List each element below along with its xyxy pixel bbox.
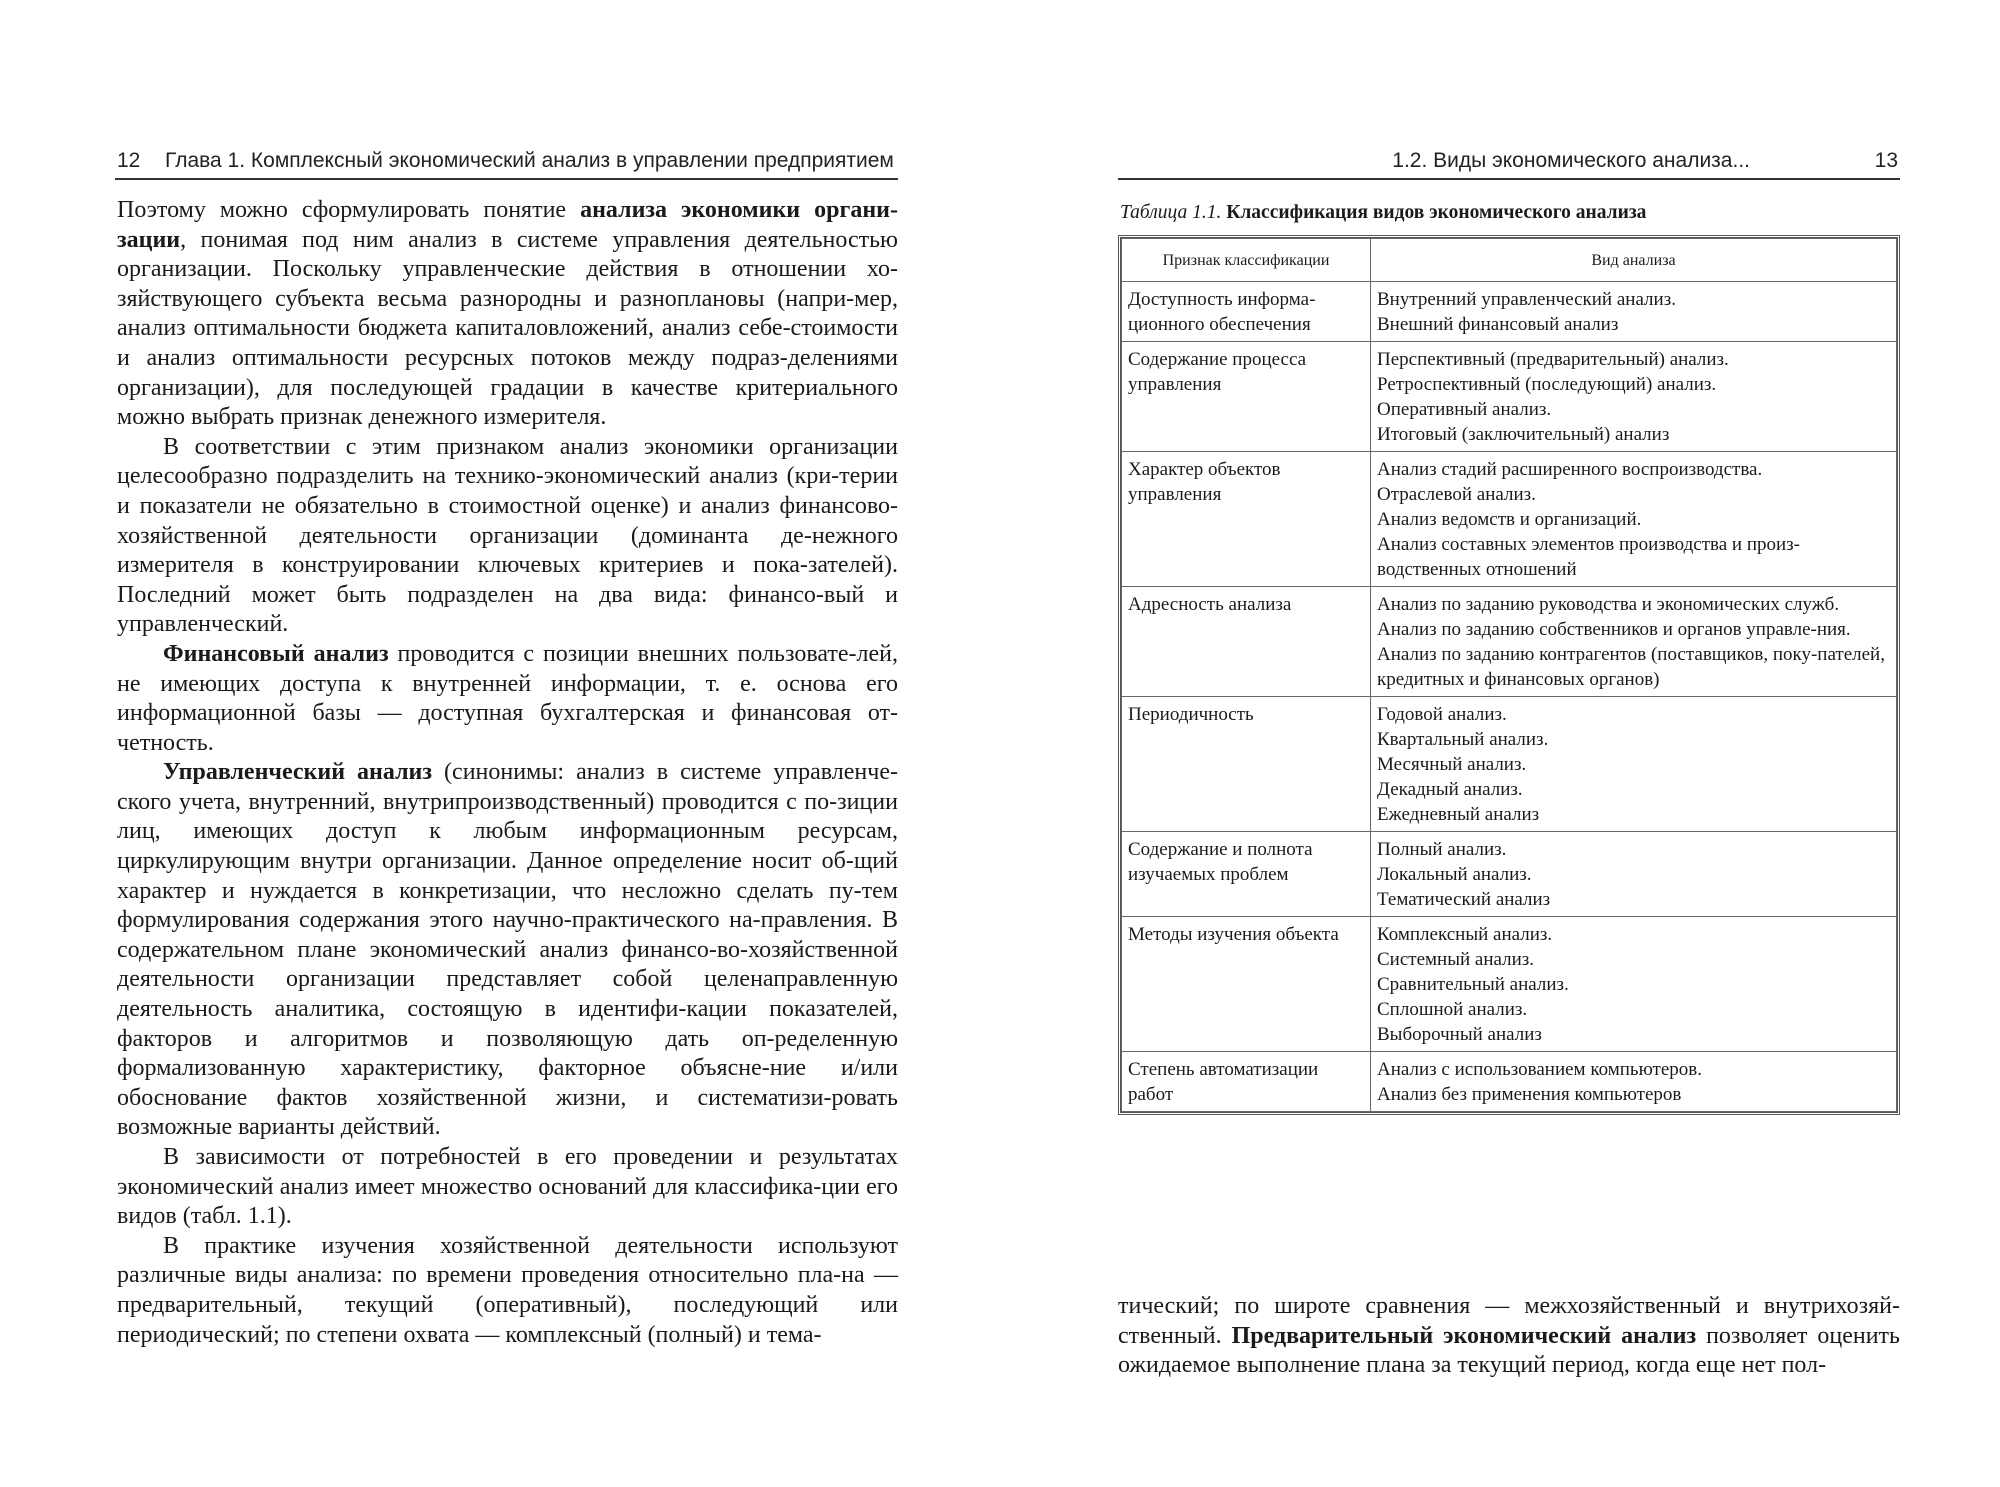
left-page-number: 12 <box>117 149 141 172</box>
analysis-type-item: Анализ по заданию контрагентов (поставщиков, поку-пателей, кредитных и финансовых органов) <box>1377 644 1885 690</box>
table-header-row <box>1122 239 1897 282</box>
table-cell-criterion: Адресность анализа <box>1122 587 1371 697</box>
table-cell-criterion: Степень автоматизации работ <box>1122 1052 1371 1112</box>
table-cell-types <box>1371 587 1897 697</box>
analysis-type-item: Итоговый (заключительный) анализ <box>1377 424 1670 445</box>
paragraph: В соответствии с этим признаком анализ экономики организации целесообразно подразделить на технико-экономический анализ (кри-терии и показатели не обязательно в стоимостной оценке) и анализ финансово-хозяйственной деятельности организации (доминанта де-нежного измерителя в конструировании ключевых критериев и пока-зателей). Последний может быть подразделен на два вида: финансо-вый и управленческий. <box>117 433 898 638</box>
analysis-type-item: Системный анализ. <box>1377 949 1534 970</box>
analysis-type-item: Оперативный анализ. <box>1377 399 1552 420</box>
table-row <box>1122 917 1897 1052</box>
table-cell-types <box>1371 917 1897 1052</box>
left-body-text <box>117 196 898 1350</box>
analysis-type-item: Внутренний управленческий анализ. <box>1377 289 1676 310</box>
table-body <box>1122 282 1897 1112</box>
analysis-type-item: Квартальный анализ. <box>1377 729 1549 750</box>
analysis-type-item: Ежедневный анализ <box>1377 804 1540 825</box>
paragraph: Управленческий анализ (синонимы: анализ в системе управленче-ского учета, внутренний, внутрипроизводственный) проводится с по-зиции лиц, имеющих доступ к любым информационным ресурсам, циркулирующим внутри организации. Данное определение носит об-щий характер и нуждается в конкретизации, что несложно сделать пу-тем формулирования содержания этого научно-практического на-правления. В содержательном плане экономический анализ финансо-во-хозяйственной деятельности организации представляет собой целенаправленную деятельность аналитика, состоящую в идентифи-кации показателей, факторов и алгоритмов и позволяющую дать оп-ределенную формализованную характеристику, факторное объясне-ние и/или обоснование фактов хозяйственной жизни, и систематизи-ровать возможные варианты действий. <box>117 759 898 1141</box>
left-running-title: Глава 1. Комплексный экономический анализ в управлении предприятием <box>165 149 894 172</box>
table-cell-criterion: Периодичность <box>1122 697 1371 832</box>
paragraph: В практике изучения хозяйственной деятельности используют различные виды анализа: по времени проведения относительно пла-на — предварительный, текущий (оперативный), последующий или периодический; по степени охвата — комплексный (полный) и тема- <box>117 1232 898 1348</box>
analysis-type-item: Сплошной анализ. <box>1377 999 1528 1020</box>
analysis-type-item: Тематический анализ <box>1377 889 1551 910</box>
table-row <box>1122 1052 1897 1112</box>
paragraph: Финансовый анализ проводится с позиции внешних пользовате-лей, не имеющих доступа к внутренней информации, т. е. основа его информационной базы — доступная бухгалтерская и финансовая от-четность. <box>117 640 898 756</box>
table-caption <box>1120 200 1900 226</box>
analysis-type-item: Комплексный анализ. <box>1377 924 1553 945</box>
table-cell-types <box>1371 452 1897 587</box>
analysis-type-item: Анализ стадий расширенного воспроизводства. <box>1377 459 1763 480</box>
analysis-type-item: Годовой анализ. <box>1377 704 1507 725</box>
table-cell-criterion: Характер объектов управления <box>1122 452 1371 587</box>
table-row <box>1122 832 1897 917</box>
analysis-type-item: Локальный анализ. <box>1377 864 1532 885</box>
table-cell-criterion: Содержание и полнота изучаемых проблем <box>1122 832 1371 917</box>
analysis-type-item: Анализ с использованием компьютеров. <box>1377 1059 1702 1080</box>
paragraph: В зависимости от потребностей в его проведении и результатах экономический анализ имеет множество оснований для классифика-ции его видов (табл. 1.1). <box>117 1144 898 1230</box>
table-cell-types <box>1371 1052 1897 1112</box>
analysis-type-item: Анализ по заданию собственников и органов управле-ния. <box>1377 619 1851 640</box>
analysis-type-item: Отраслевой анализ. <box>1377 484 1536 505</box>
left-running-head <box>115 144 898 180</box>
analysis-type-item: Внешний финансовый анализ <box>1377 314 1619 335</box>
table-row <box>1122 342 1897 452</box>
analysis-type-item: Перспективный (предварительный) анализ. <box>1377 349 1729 370</box>
analysis-type-item: Декадный анализ. <box>1377 779 1523 800</box>
table-cell-types <box>1371 697 1897 832</box>
classification-table-frame <box>1118 235 1900 1115</box>
analysis-type-item: Анализ составных элементов производства и произ-водственных отношений <box>1377 534 1801 580</box>
header-analysis-type: Вид анализа <box>1371 239 1897 282</box>
analysis-type-item: Выборочный анализ <box>1377 1024 1542 1045</box>
table-cell-types <box>1371 342 1897 452</box>
analysis-type-item: Анализ по заданию руководства и экономических служб. <box>1377 594 1840 615</box>
table-row <box>1122 697 1897 832</box>
table-caption-title: Классификация видов экономического анализа <box>1226 202 1647 223</box>
table-cell-types <box>1371 832 1897 917</box>
table-row <box>1122 587 1897 697</box>
analysis-type-item: Анализ ведомств и организаций. <box>1377 509 1642 530</box>
table-cell-criterion: Содержание процесса управления <box>1122 342 1371 452</box>
table-caption-label: Таблица 1.1. <box>1120 202 1222 223</box>
table-cell-criterion: Доступность информа-ционного обеспечения <box>1122 282 1371 342</box>
table-cell-types <box>1371 282 1897 342</box>
analysis-type-item: Анализ без применения компьютеров <box>1377 1084 1682 1105</box>
analysis-type-item: Полный анализ. <box>1377 839 1507 860</box>
table-row <box>1122 452 1897 587</box>
right-running-head <box>1118 144 1900 180</box>
classification-table <box>1121 238 1897 1112</box>
right-body-text <box>1118 1292 1900 1381</box>
header-criterion: Признак классификации <box>1122 239 1371 282</box>
paragraph: тический; по широте сравнения — межхозяйственный и внутрихозяй-ственный. Предварительный экономический анализ позволяет оценить ожидаемое выполнение плана за текущий период, когда еще нет пол- <box>1118 1293 1900 1379</box>
analysis-type-item: Ретроспективный (последующий) анализ. <box>1377 374 1717 395</box>
right-page <box>1000 0 2000 1487</box>
right-running-title: 1.2. Виды экономического анализа... <box>1392 149 1750 172</box>
right-page-number: 13 <box>1874 149 1898 172</box>
analysis-type-item: Месячный анализ. <box>1377 754 1527 775</box>
analysis-type-item: Сравнительный анализ. <box>1377 974 1569 995</box>
paragraph: Поэтому можно сформулировать понятие анализа экономики органи-зации, понимая под ним анализ в системе управления деятельностью организации. Поскольку управленческие действия в отношении хо-зяйствующего субъекта весьма разнородны и разноплановы (напри-мер, анализ оптимальности бюджета капиталовложений, анализ себе-стоимости и анализ оптимальности ресурсных потоков между подраз-делениями организации), для последующей градации в качестве критериального можно выбрать признак денежного измерителя. <box>117 197 898 431</box>
table-cell-criterion: Методы изучения объекта <box>1122 917 1371 1052</box>
table-row <box>1122 282 1897 342</box>
